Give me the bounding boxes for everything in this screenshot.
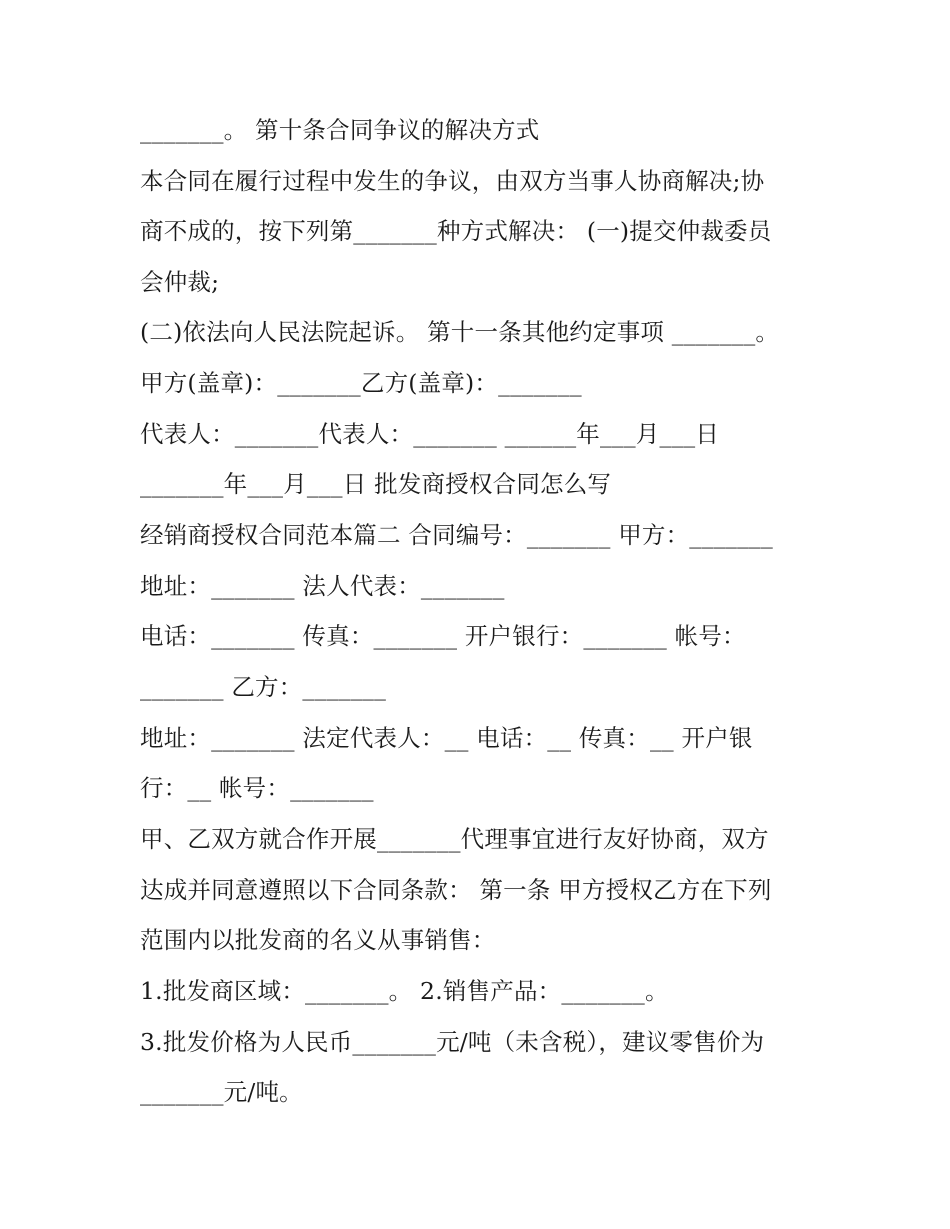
text-line: (二)依法向人民法院起诉。 第十一条其他约定事项 _______。	[140, 318, 780, 346]
text-line: 代表人：_______代表人：_______ ______年___月___日	[140, 420, 720, 448]
text-line: 甲方(盖章)：_______乙方(盖章)：_______	[140, 369, 582, 397]
text-line: 达成并同意遵照以下合同条款： 第一条 甲方授权乙方在下列	[140, 876, 772, 904]
text-line: 电话：_______ 传真：_______ 开户银行：_______ 帐号：	[140, 622, 746, 650]
text-line: 本合同在履行过程中发生的争议，由双方当事人协商解决;协	[140, 167, 765, 195]
text-line: 经销商授权合同范本篇二 合同编号：_______ 甲方：_______	[140, 521, 773, 549]
text-line: 范围内以批发商的名义从事销售：	[140, 926, 496, 954]
text-line: 会仲裁;	[140, 268, 220, 296]
text-line: 地址：_______ 法人代表：_______	[140, 572, 505, 600]
text-line: 3.批发价格为人民币_______元/吨（未含税），建议零售价为	[140, 1028, 765, 1056]
text-line: _______元/吨。	[140, 1078, 303, 1106]
text-line: _______ 乙方：_______	[140, 673, 387, 701]
text-line: 行：__ 帐号：_______	[140, 774, 374, 802]
text-line: 1.批发商区域：_______。 2.销售产品：_______。	[140, 977, 669, 1005]
text-line: _______年___月___日 批发商授权合同怎么写	[140, 470, 612, 498]
text-line: 甲、乙双方就合作开展_______代理事宜进行友好协商，双方	[140, 825, 769, 853]
text-line: 地址：_______ 法定代表人：__ 电话：__ 传真：__ 开户银	[140, 724, 753, 752]
text-line: 商不成的，按下列第_______种方式解决： (一)提交仲裁委员	[140, 217, 772, 245]
text-line: _______。 第十条合同争议的解决方式	[140, 116, 540, 144]
